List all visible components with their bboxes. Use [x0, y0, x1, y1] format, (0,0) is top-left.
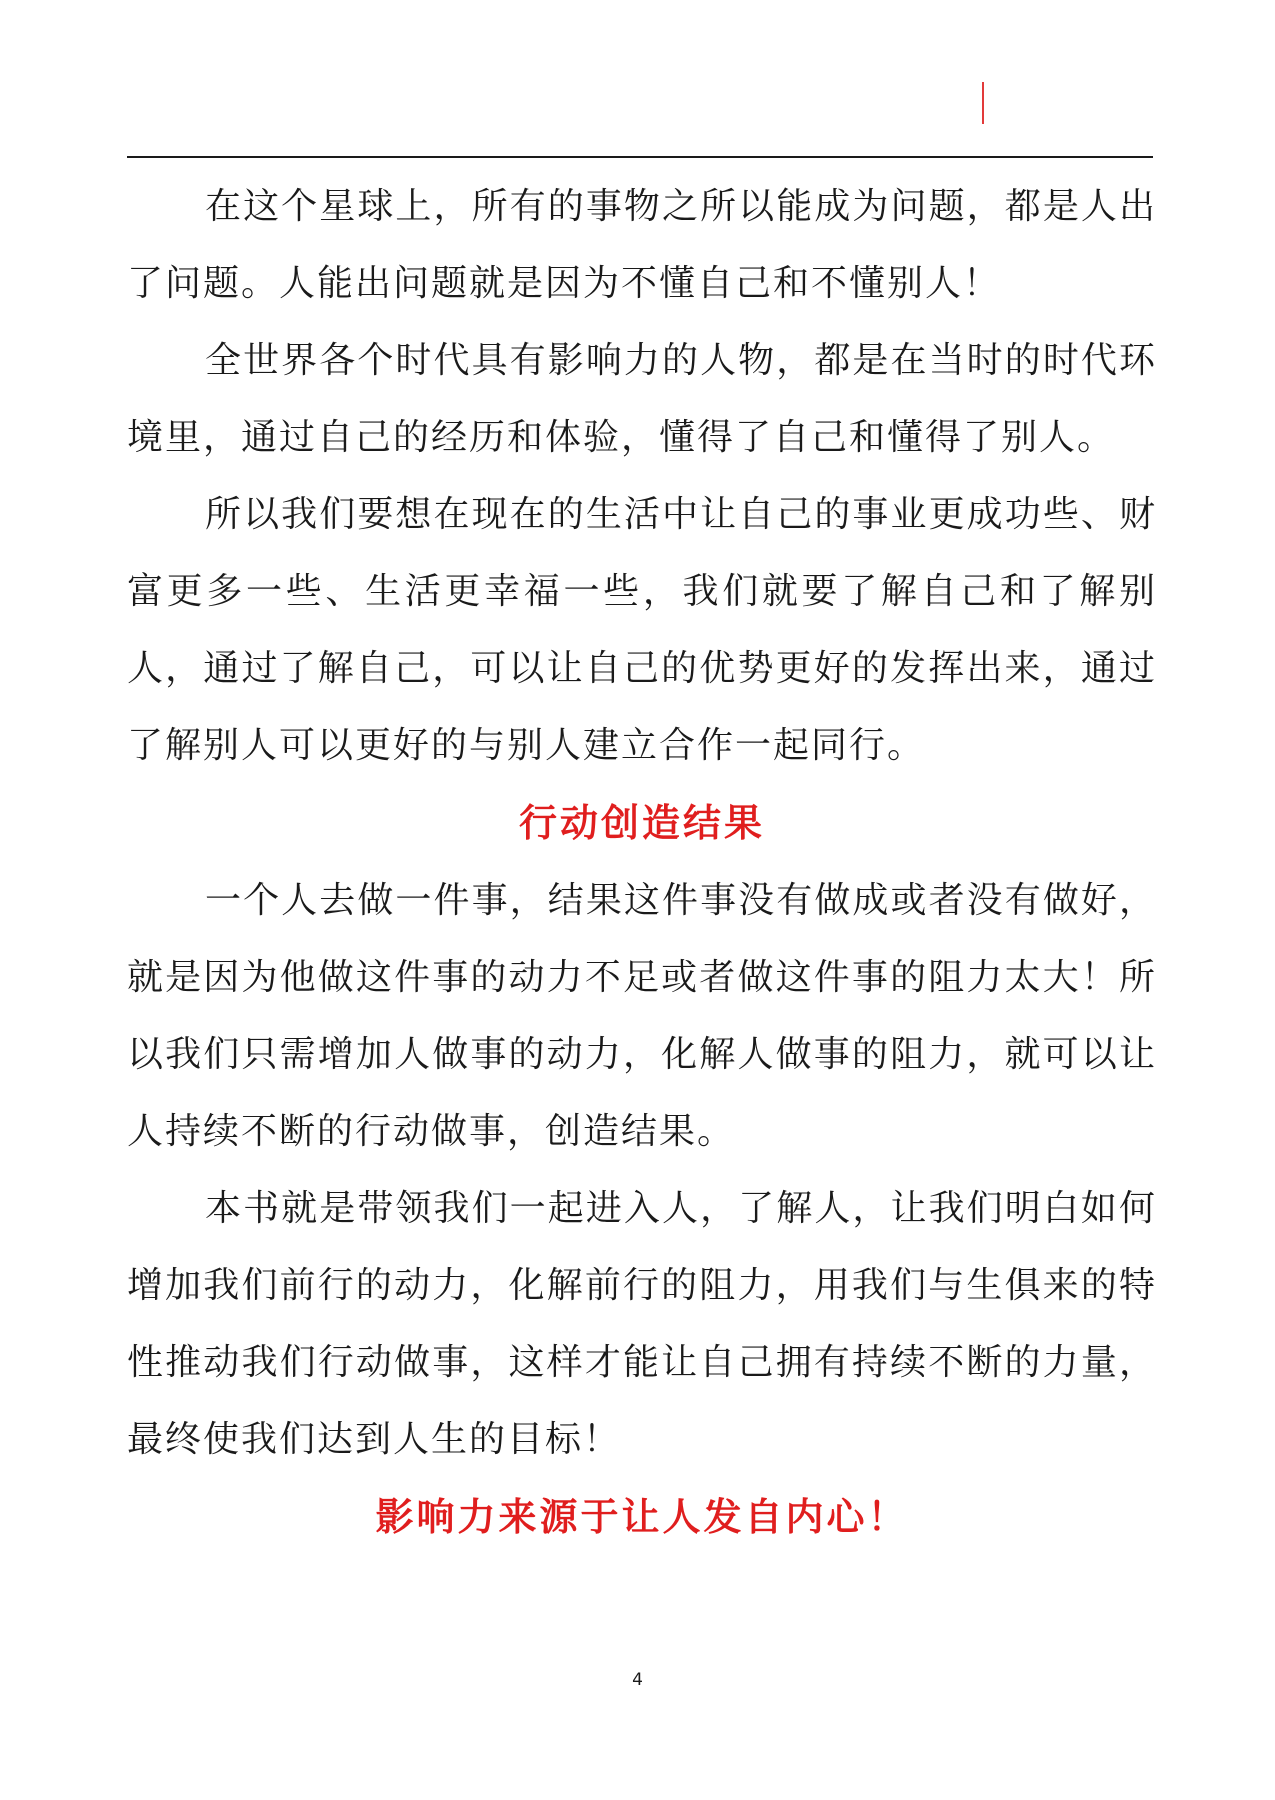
- paragraph: 一个人去做一件事，结果这件事没有做成或者没有做好，就是因为他做这件事的动力不足或者做这件事的阻力太大！所以我们只需增加人做事的动力，化解人做事的阻力，就可以让人持续不断的行动做事，创造结果。: [127, 880, 1157, 1152]
- page-number: 4: [632, 1670, 643, 1690]
- section-heading: 行动创造结果: [518, 800, 765, 845]
- page-body: [127, 168, 1157, 1556]
- paragraph: 全世界各个时代具有影响力的人物，都是在当时的时代环境里，通过自己的经历和体验，懂得了自己和懂得了别人。: [127, 340, 1157, 458]
- paragraph: 所以我们要想在现在的生活中让自己的事业更成功些、财富更多一些、生活更幸福一些，我们就要了解自己和了解别人，通过了解自己，可以让自己的优势更好的发挥出来，通过了解别人可以更好的与别人建立合作一起同行。: [127, 494, 1157, 766]
- closing-heading: 影响力来源于让人发自内心！: [375, 1494, 909, 1539]
- header-accent-mark: [982, 82, 984, 124]
- paragraph: 本书就是带领我们一起进入人，了解人，让我们明白如何增加我们前行的动力，化解前行的阻力，用我们与生俱来的特性推动我们行动做事，这样才能让自己拥有持续不断的力量，最终使我们达到人生的目标！: [127, 1188, 1157, 1460]
- paragraph: 在这个星球上，所有的事物之所以能成为问题，都是人出了问题。人能出问题就是因为不懂自己和不懂别人！: [127, 186, 1157, 304]
- header-rule: [127, 156, 1153, 158]
